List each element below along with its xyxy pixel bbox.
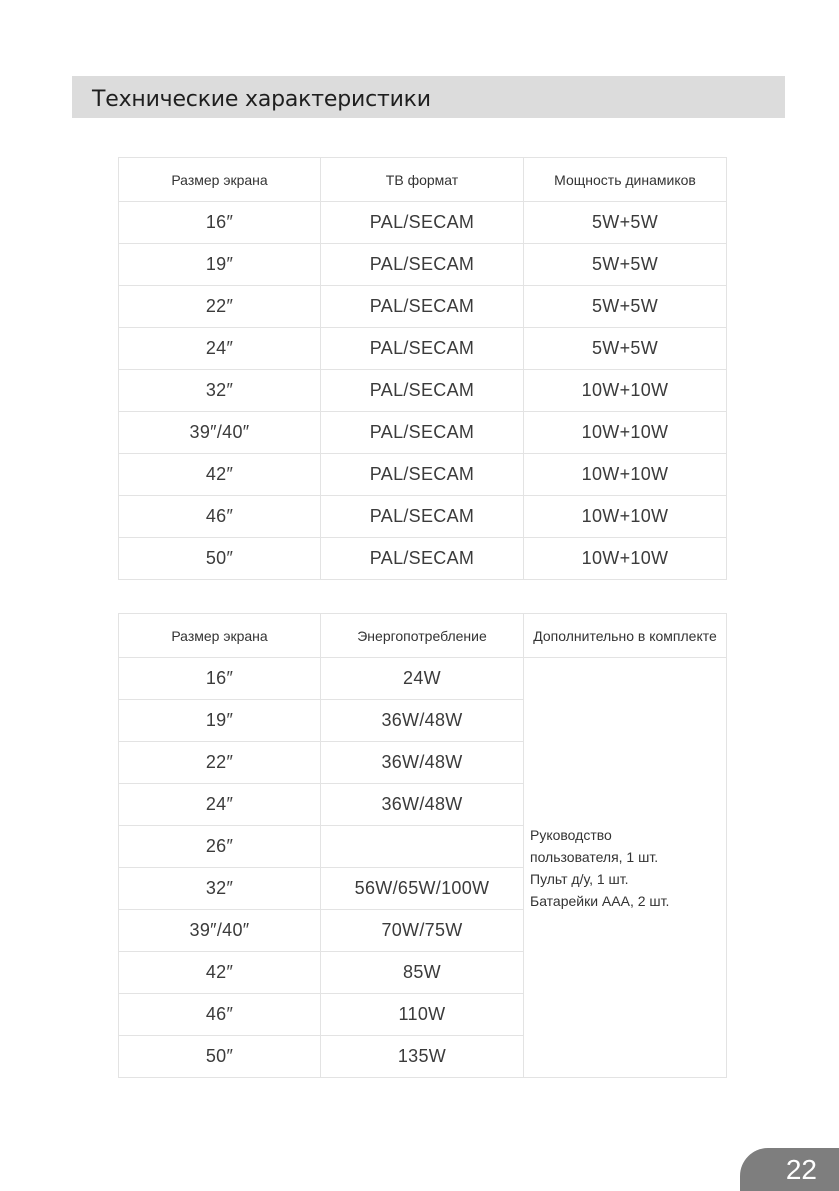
cell-speaker-power: 5W+5W	[524, 202, 727, 244]
page-number: 22	[785, 1154, 817, 1185]
cell-power-consumption: 36W/48W	[321, 784, 524, 826]
table-row	[119, 286, 727, 328]
table-header-row	[119, 614, 727, 658]
cell-speaker-power: 10W+10W	[524, 496, 727, 538]
cell-screen-size: 42″	[119, 952, 321, 994]
cell-screen-size: 16″	[119, 658, 321, 700]
cell-extras	[524, 658, 727, 1078]
cell-screen-size: 50″	[119, 1036, 321, 1078]
cell-power-consumption: 36W/48W	[321, 742, 524, 784]
header-screen-size: Размер экрана	[119, 158, 321, 202]
table-row	[119, 454, 727, 496]
cell-tv-format: PAL/SECAM	[321, 370, 524, 412]
cell-speaker-power: 10W+10W	[524, 454, 727, 496]
table-row	[119, 412, 727, 454]
header-speaker-power: Мощность динамиков	[524, 158, 727, 202]
table-row	[119, 496, 727, 538]
table-row	[119, 370, 727, 412]
cell-power-consumption: 70W/75W	[321, 910, 524, 952]
cell-screen-size: 50″	[119, 538, 321, 580]
cell-tv-format: PAL/SECAM	[321, 412, 524, 454]
cell-power-consumption: 85W	[321, 952, 524, 994]
cell-tv-format: PAL/SECAM	[321, 496, 524, 538]
spec-table-audio	[118, 157, 727, 580]
cell-power-consumption: 24W	[321, 658, 524, 700]
section-header	[72, 76, 785, 118]
cell-power-consumption: 36W/48W	[321, 700, 524, 742]
extras-line: Пульт д/у, 1 шт.	[530, 870, 629, 887]
cell-speaker-power: 5W+5W	[524, 286, 727, 328]
cell-tv-format: PAL/SECAM	[321, 538, 524, 580]
table-row	[119, 538, 727, 580]
cell-screen-size: 24″	[119, 328, 321, 370]
cell-screen-size: 22″	[119, 286, 321, 328]
cell-speaker-power: 10W+10W	[524, 538, 727, 580]
cell-screen-size: 26″	[119, 826, 321, 868]
cell-power-consumption: 56W/65W/100W	[321, 868, 524, 910]
cell-tv-format: PAL/SECAM	[321, 244, 524, 286]
cell-tv-format: PAL/SECAM	[321, 454, 524, 496]
cell-screen-size: 24″	[119, 784, 321, 826]
cell-screen-size: 46″	[119, 994, 321, 1036]
cell-tv-format: PAL/SECAM	[321, 202, 524, 244]
extras-line: пользователя, 1 шт.	[530, 848, 659, 865]
table-row	[119, 244, 727, 286]
cell-screen-size: 32″	[119, 868, 321, 910]
cell-screen-size: 19″	[119, 700, 321, 742]
cell-power-consumption: 135W	[321, 1036, 524, 1078]
cell-speaker-power: 10W+10W	[524, 412, 727, 454]
table-row	[119, 202, 727, 244]
cell-screen-size: 42″	[119, 454, 321, 496]
header-extras: Дополнительно в комплекте	[524, 614, 727, 658]
cell-screen-size: 16″	[119, 202, 321, 244]
cell-screen-size: 39″/40″	[119, 910, 321, 952]
cell-screen-size: 22″	[119, 742, 321, 784]
extras-line: Батарейки ААА, 2 шт.	[530, 892, 670, 909]
extras-line: Руководство	[530, 826, 612, 843]
cell-tv-format: PAL/SECAM	[321, 286, 524, 328]
header-screen-size: Размер экрана	[119, 614, 321, 658]
section-title: Технические характеристики	[92, 87, 431, 112]
table-row	[119, 658, 727, 700]
cell-power-consumption: 110W	[321, 994, 524, 1036]
cell-screen-size: 19″	[119, 244, 321, 286]
cell-tv-format: PAL/SECAM	[321, 328, 524, 370]
table-header-row	[119, 158, 727, 202]
cell-speaker-power: 10W+10W	[524, 370, 727, 412]
cell-screen-size: 39″/40″	[119, 412, 321, 454]
spec-table-power	[118, 613, 727, 1078]
cell-power-consumption	[321, 826, 524, 868]
header-power-consumption: Энергопотребление	[321, 614, 524, 658]
cell-speaker-power: 5W+5W	[524, 244, 727, 286]
header-tv-format: ТВ формат	[321, 158, 524, 202]
table-row	[119, 328, 727, 370]
page-number-tab	[740, 1148, 839, 1191]
cell-speaker-power: 5W+5W	[524, 328, 727, 370]
cell-screen-size: 32″	[119, 370, 321, 412]
cell-screen-size: 46″	[119, 496, 321, 538]
